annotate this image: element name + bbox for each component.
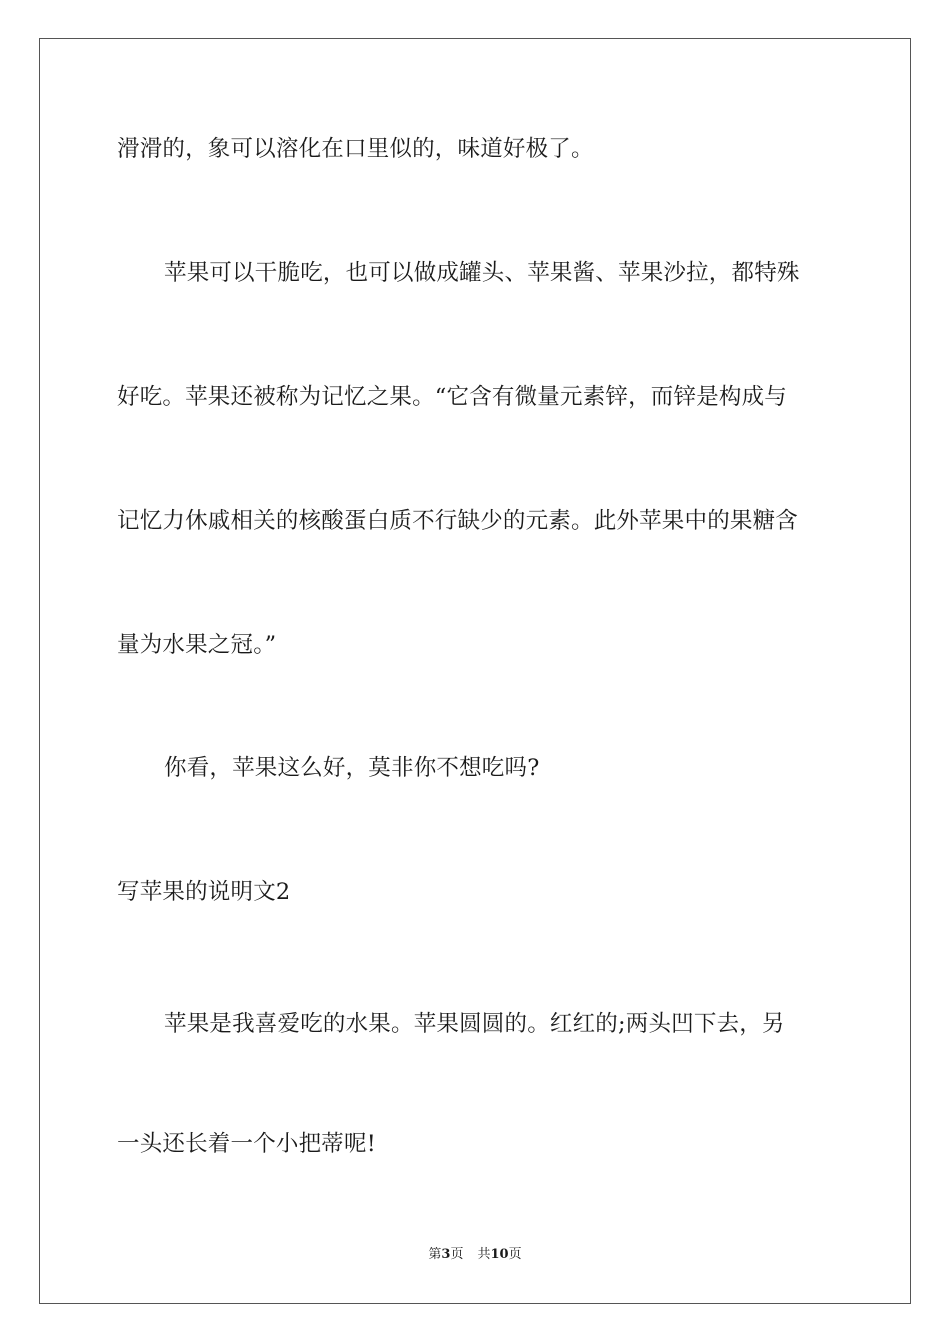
section-heading: 写苹果的说明文2 xyxy=(117,879,291,905)
footer-page-current: 3 xyxy=(441,1247,451,1262)
body-line-3: 好吃。苹果还被称为记忆之果。“它含有微量元素锌，而锌是构成与 xyxy=(117,384,788,410)
body-line-4: 记忆力休戚相关的核酸蛋白质不行缺少的元素。此外苹果中的果糖含 xyxy=(117,508,799,534)
page-frame xyxy=(39,38,911,1304)
body-line-5: 量为水果之冠。” xyxy=(117,632,277,658)
page-footer xyxy=(0,1246,950,1264)
footer-total-suffix: 页 xyxy=(508,1247,522,1262)
footer-page-total: 10 xyxy=(490,1247,509,1262)
footer-page-suffix: 页 xyxy=(450,1247,464,1262)
footer-page-prefix: 第 xyxy=(428,1247,442,1262)
footer-total-prefix: 共 xyxy=(477,1247,491,1262)
body-line-6: 你看，苹果这么好，莫非你不想吃吗? xyxy=(164,755,540,781)
body-line-7: 苹果是我喜爱吃的水果。苹果圆圆的。红红的;两头凹下去，另 xyxy=(164,1011,785,1037)
body-line-1: 滑滑的，象可以溶化在口里似的，味道好极了。 xyxy=(117,136,594,162)
body-line-2: 苹果可以干脆吃，也可以做成罐头、苹果酱、苹果沙拉，都特殊 xyxy=(164,260,800,286)
body-line-8: 一头还长着一个小把蒂呢! xyxy=(117,1131,376,1157)
